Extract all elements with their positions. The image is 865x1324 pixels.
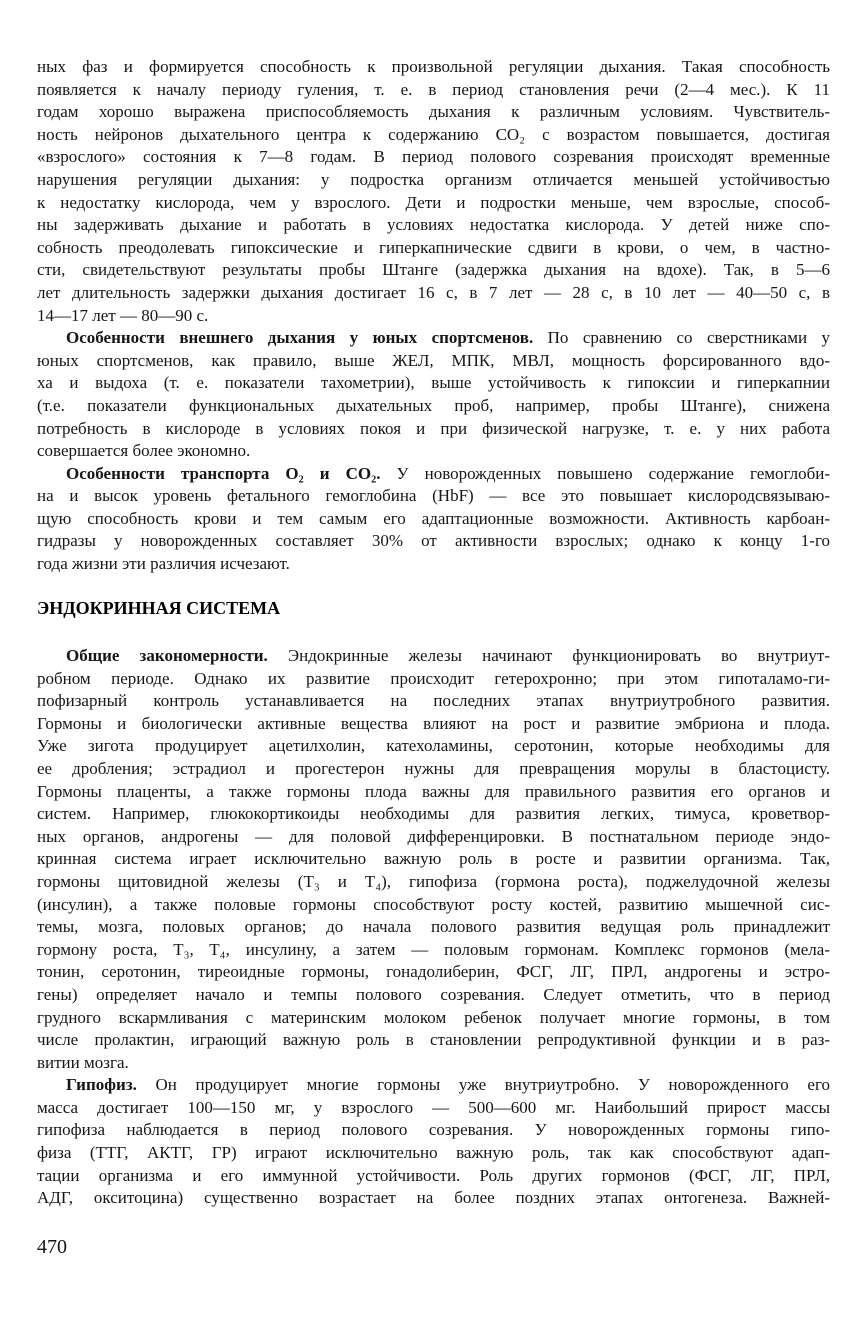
text-line: 14—17 лет — 80—90 с.: [37, 305, 209, 325]
text-line: [37, 645, 830, 668]
paragraph-pituitary: [37, 1074, 830, 1210]
paragraph-lead: Общие закономерности.: [66, 646, 268, 665]
text-line: темы, мозга, половых органов; до начала полового развития ведущая роль принадлежит: [37, 917, 830, 937]
text-line: ных органов, андрогены — для половой дифференцировки. В постнатальном периоде эндо-: [37, 826, 830, 846]
text-run: Он продуцирует многие гормоны уже внутриутробно. У новорожденного его: [136, 1075, 830, 1095]
text-line: гормону роста, T₃, T₄, инсулину, а затем — половым гормонам. Комплекс гормонов (мела-: [37, 939, 830, 959]
text-line: совершается более экономно.: [37, 441, 251, 461]
text-line: числе пролактин, играющий важную роль в становлении репродуктивной функции и в раз-: [37, 1030, 830, 1050]
text-line: [37, 327, 830, 350]
paragraph-general-patterns: [37, 645, 830, 1074]
paragraph-lead: Особенности транспорта O₂ и CO₂.: [66, 463, 381, 483]
text-line: витии мозга.: [37, 1052, 129, 1072]
paragraph-lead: Гипофиз.: [66, 1075, 137, 1095]
text-line: масса достигает 100—150 мг, у взрослого — 500—600 мг. Наибольший прирост массы: [37, 1097, 830, 1117]
text-run: По сравнению со сверстниками у: [533, 328, 830, 348]
text-line: Гормоны плаценты, а также гормоны плода важны для правильного развития его органов и: [37, 781, 830, 801]
text-line: ных фаз и формируется способность к произвольной регуляции дыхания. Такая способность: [37, 57, 830, 76]
text-line: [37, 1074, 830, 1097]
text-line: гены) определяет начало и темпы полового созревания. Следует отметить, что в период: [37, 984, 830, 1004]
text-line: ха и выдоха (т. е. показатели тахометрии), выше устойчивость к гипоксии и гиперкапнии: [37, 373, 830, 393]
text-line: годам хорошо выражена приспособляемость дыхания к различным условиям. Чувствитель-: [37, 102, 830, 122]
text-line: Гормоны и биологически активные вещества влияют на рост и развитие эмбриона и плода.: [37, 713, 830, 733]
text-line: «взрослого» состояния к 7—8 годам. В период полового созревания происходят временные: [37, 147, 830, 167]
text-line: лет длительность задержки дыхания достигает 16 с, в 7 лет — 28 с, в 10 лет — 40—50 с, в: [37, 282, 830, 302]
text-line: тации организма и его иммунной устойчивости. Роль других гормонов (ФСГ, ЛГ, ПРЛ,: [37, 1165, 830, 1185]
text-line: нарушения регуляции дыхания: у подростка организм отличается меньшей устойчивостью: [37, 169, 830, 189]
section-heading: ЭНДОКРИННАЯ СИСТЕМА: [37, 598, 281, 618]
text-line: года жизни эти различия исчезают.: [37, 554, 290, 574]
paragraph-respiration-regulation: [37, 56, 830, 327]
text-line: ны задерживать дыхание и работать в условиях недостатка кислорода. У детей ниже спо-: [37, 215, 830, 235]
text-line: кринная система играет исключительно важную роль в росте и развитии организма. Так,: [37, 849, 830, 869]
text-line: [37, 463, 830, 486]
text-line: тонин, серотонин, тиреоидные гормоны, гонадолиберин, ФСГ, ЛГ, ПРЛ, андрогены и эстро-: [37, 962, 830, 982]
page-number: 470: [37, 1236, 67, 1258]
text-block-endocrine: [37, 645, 830, 1210]
text-line: на и высок уровень фетального гемоглобина (HbF) — все это повышает кислородсвязываю-: [37, 486, 830, 506]
text-line: физа (ТТГ, АКТГ, ГР) играют исключительно важную роль, так как способствуют адап-: [37, 1143, 830, 1163]
text-line: гормоны щитовидной железы (T₃ и T₄), гипофиза (гормона роста), поджелудочной железы: [37, 871, 830, 891]
text-line: гипофиза наблюдается в период полового созревания. У новорожденных гормоны гипо-: [37, 1120, 830, 1140]
paragraph-gas-transport: [37, 463, 830, 576]
text-line: появляется к началу периоду гуления, т. е. в период становления речи (2—4 мес.). К 11: [37, 79, 830, 99]
text-line: потребность в кислороде в условиях покоя и при физической нагрузке, т. е. у них работа: [37, 418, 830, 438]
text-line: грудного вскармливания с материнским молоком ребенок получает многие гормоны, в том: [37, 1007, 830, 1027]
text-line: щую способность крови и тем самым его адаптационные возможности. Активность карбоан-: [37, 508, 830, 528]
paragraph-lead: Особенности внешнего дыхания у юных спортсменов.: [66, 328, 534, 348]
text-line: ность нейронов дыхательного центра к содержанию СО₂ с возрастом повышается, достигая: [37, 124, 830, 144]
text-line: (инсулин), а также половые гормоны способствуют росту костей, развитию мышечной сис-: [37, 894, 830, 914]
text-block-respiration: [37, 56, 830, 576]
text-line: гидразы у новорожденных составляет 30% от активности взрослых; однако к концу 1-го: [37, 531, 830, 551]
text-line: сти, свидетельствуют результаты пробы Штанге (задержка дыхания на вдохе). Так, в 5—6: [37, 260, 830, 280]
text-run: У новорожденных повышено содержание гемоглоби-: [380, 463, 830, 483]
text-line: АДГ, окситоцина) существенно возрастает на более поздних этапах онтогенеза. Важней-: [37, 1188, 830, 1208]
paragraph-young-athletes: [37, 327, 830, 463]
text-run: Эндокринные железы начинают функционировать во внутриут-: [267, 646, 830, 665]
text-line: юных спортсменов, как правило, выше ЖЕЛ, МПК, МВЛ, мощность форсированного вдо-: [37, 350, 830, 370]
text-line: к недостатку кислорода, чем у взрослого. Дети и подростки меньше, чем взрослые, способ-: [37, 192, 830, 212]
text-line: робном периоде. Однако их развитие происходит гетерохронно; при этом гипоталамо-ги-: [37, 668, 830, 688]
text-line: Уже зигота продуцирует ацетилхолин, катехоламины, серотонин, которые необходимы для: [37, 736, 830, 756]
text-line: (т.е. показатели функциональных дыхательных проб, например, пробы Штанге), снижена: [37, 395, 830, 415]
text-line: собность преодолевать гипоксические и гиперкапнические сдвиги в крови, о чем, в частно-: [37, 237, 830, 257]
text-line: систем. Например, глюкокортикоиды необходимы для развития легких, тимуса, кроветвор-: [37, 804, 830, 824]
text-line: пофизарный контроль устанавливается на последних этапах внутриутробного развития.: [37, 691, 830, 711]
text-line: ее дробления; эстрадиол и прогестерон нужны для превращения морулы в бластоцисту.: [37, 758, 830, 778]
